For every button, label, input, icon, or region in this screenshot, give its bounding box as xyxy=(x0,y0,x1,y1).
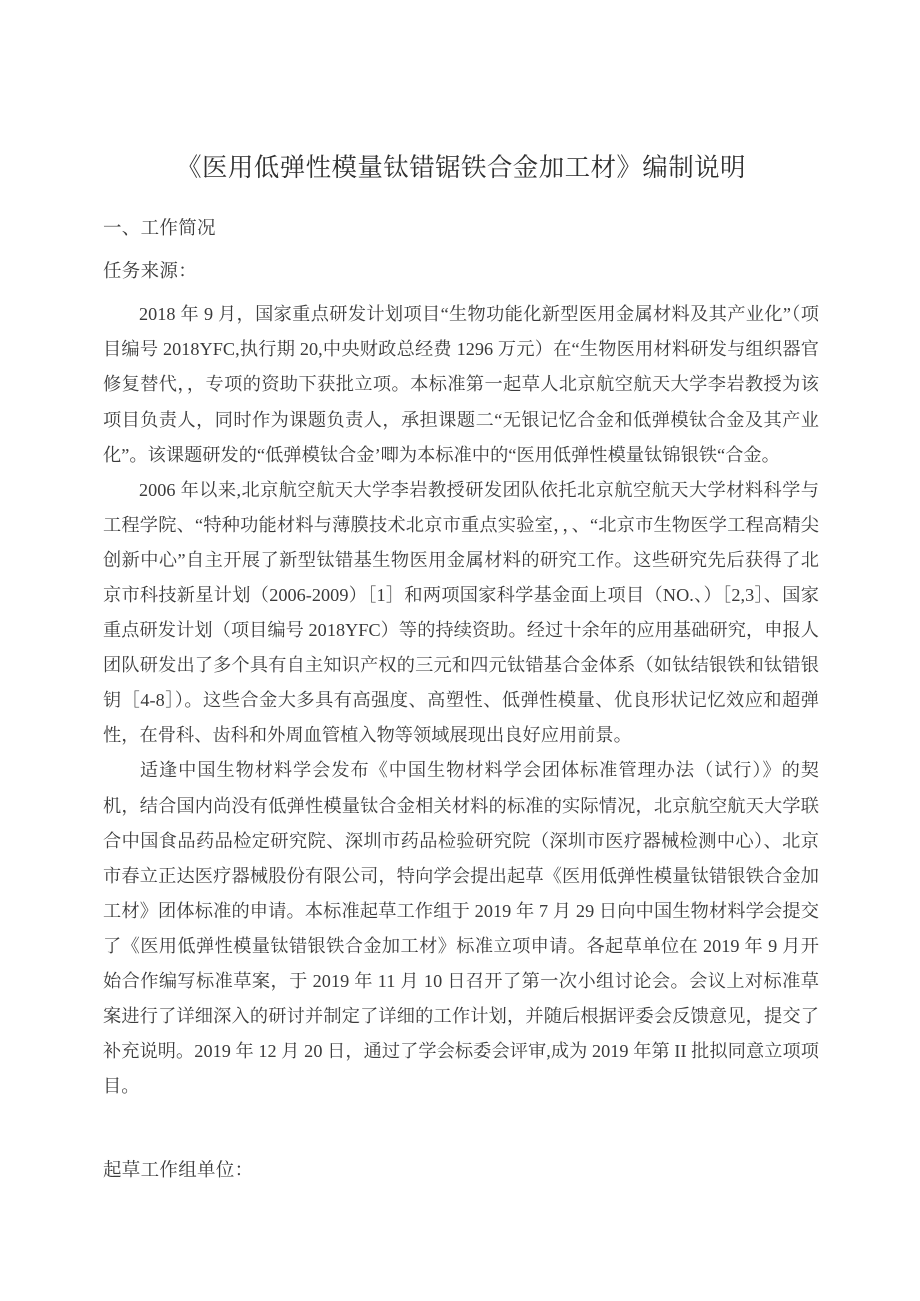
paragraph-text: 适逢中国生物材料学会发布《中国生物材料学会团体标准管理办法（试行）》的契机，结合国内尚没有低弹性模量钛合金相关材料的标准的实际情况，北京航空航天大学联合中国食品药品检定研究院、深圳市药品检验研究院（深圳市医疗器械检测中心）、北京市春立正达医疗器械股份有限公司，特向学会提出起草《医用低弹性模量钛错银铁合金加工材》团体标准的申请。本标准起草工作组于 2019 年 7 月 29 日向中国生物材料学会提交了《医用低弹性模量钛错银铁合金加工材》标准立项申请。各起草单位在 2019 年 9 月开始合作编写标准草案，于 2019 年 11 月 10 日召开了第一次小组讨论会。会议上对标准草案进行了详细深入的研讨并制定了详细的工作计划，并随后根据评委会反馈意见，提交了补充说明。2019 年 12 月 20 日，通过了学会标委会评审,成为 2019 年第 II 批拟同意立项项目。 xyxy=(103,760,819,1097)
page-title: 《医用低弹性模量钛错锯铁合金加工材》编制说明 xyxy=(176,153,746,182)
task-source-label: 任务来源： xyxy=(103,262,198,283)
paragraph-task-source xyxy=(103,283,819,472)
paragraph-standard-application xyxy=(103,753,819,1104)
paragraph-text: 2018 年 9 月，国家重点研发计划项目“生物功能化新型医用金属材料及其产业化”（项目编号 2018YFC,执行期 20,中央财政总经费 1296 万元）在“生物医用材料研发与组织器官修复替代，，专项的资助下获批立项。本标准第一起草人北京航空航天大学李岩教授为该项目负责人，同时作为课题负责人，承担课题二“无银记忆合金和低弹模钛合金及其产业化”。该课题研发的“低弹模钛合金’唧为本标准中的“医用低弹性模量钛锦银铁“合金。 xyxy=(103,304,819,465)
paragraph-research-history xyxy=(103,473,819,754)
drafting-group-label: 起草工作组单位： xyxy=(103,1161,254,1182)
document-body xyxy=(103,0,819,1183)
section-spacer xyxy=(103,1104,819,1160)
section-heading-work-overview: 一、工作简况 xyxy=(103,218,216,239)
paragraph-text: 2006 年以来,北京航空航天大学李岩教授研发团队依托北京航空航天大学材料科学与工程学院、“特种功能材料与薄膜技术北京市重点实验室，，、“北京市生物医学工程高精尖创新中心”自主开展了新型钛错基生物医用金属材料的研究工作。这些研究先后获得了北京市科技新星计划（2006-2009）［1］和两项国家科学基金面上项目（NO.、）［2,3］、国家重点研发计划（项目编号 2018YFC）等的持续资助。经过十余年的应用基础研究，申报人团队研发出了多个具有自主知识产权的三元和四元钛错基合金体系（如钛结银铁和钛错银钥［4-8］）。这些合金大多具有高强度、高塑性、低弹性模量、优良形状记忆效应和超弹性，在骨科、齿科和外周血管植入物等领域展现出良好应用前景。 xyxy=(103,479,819,746)
